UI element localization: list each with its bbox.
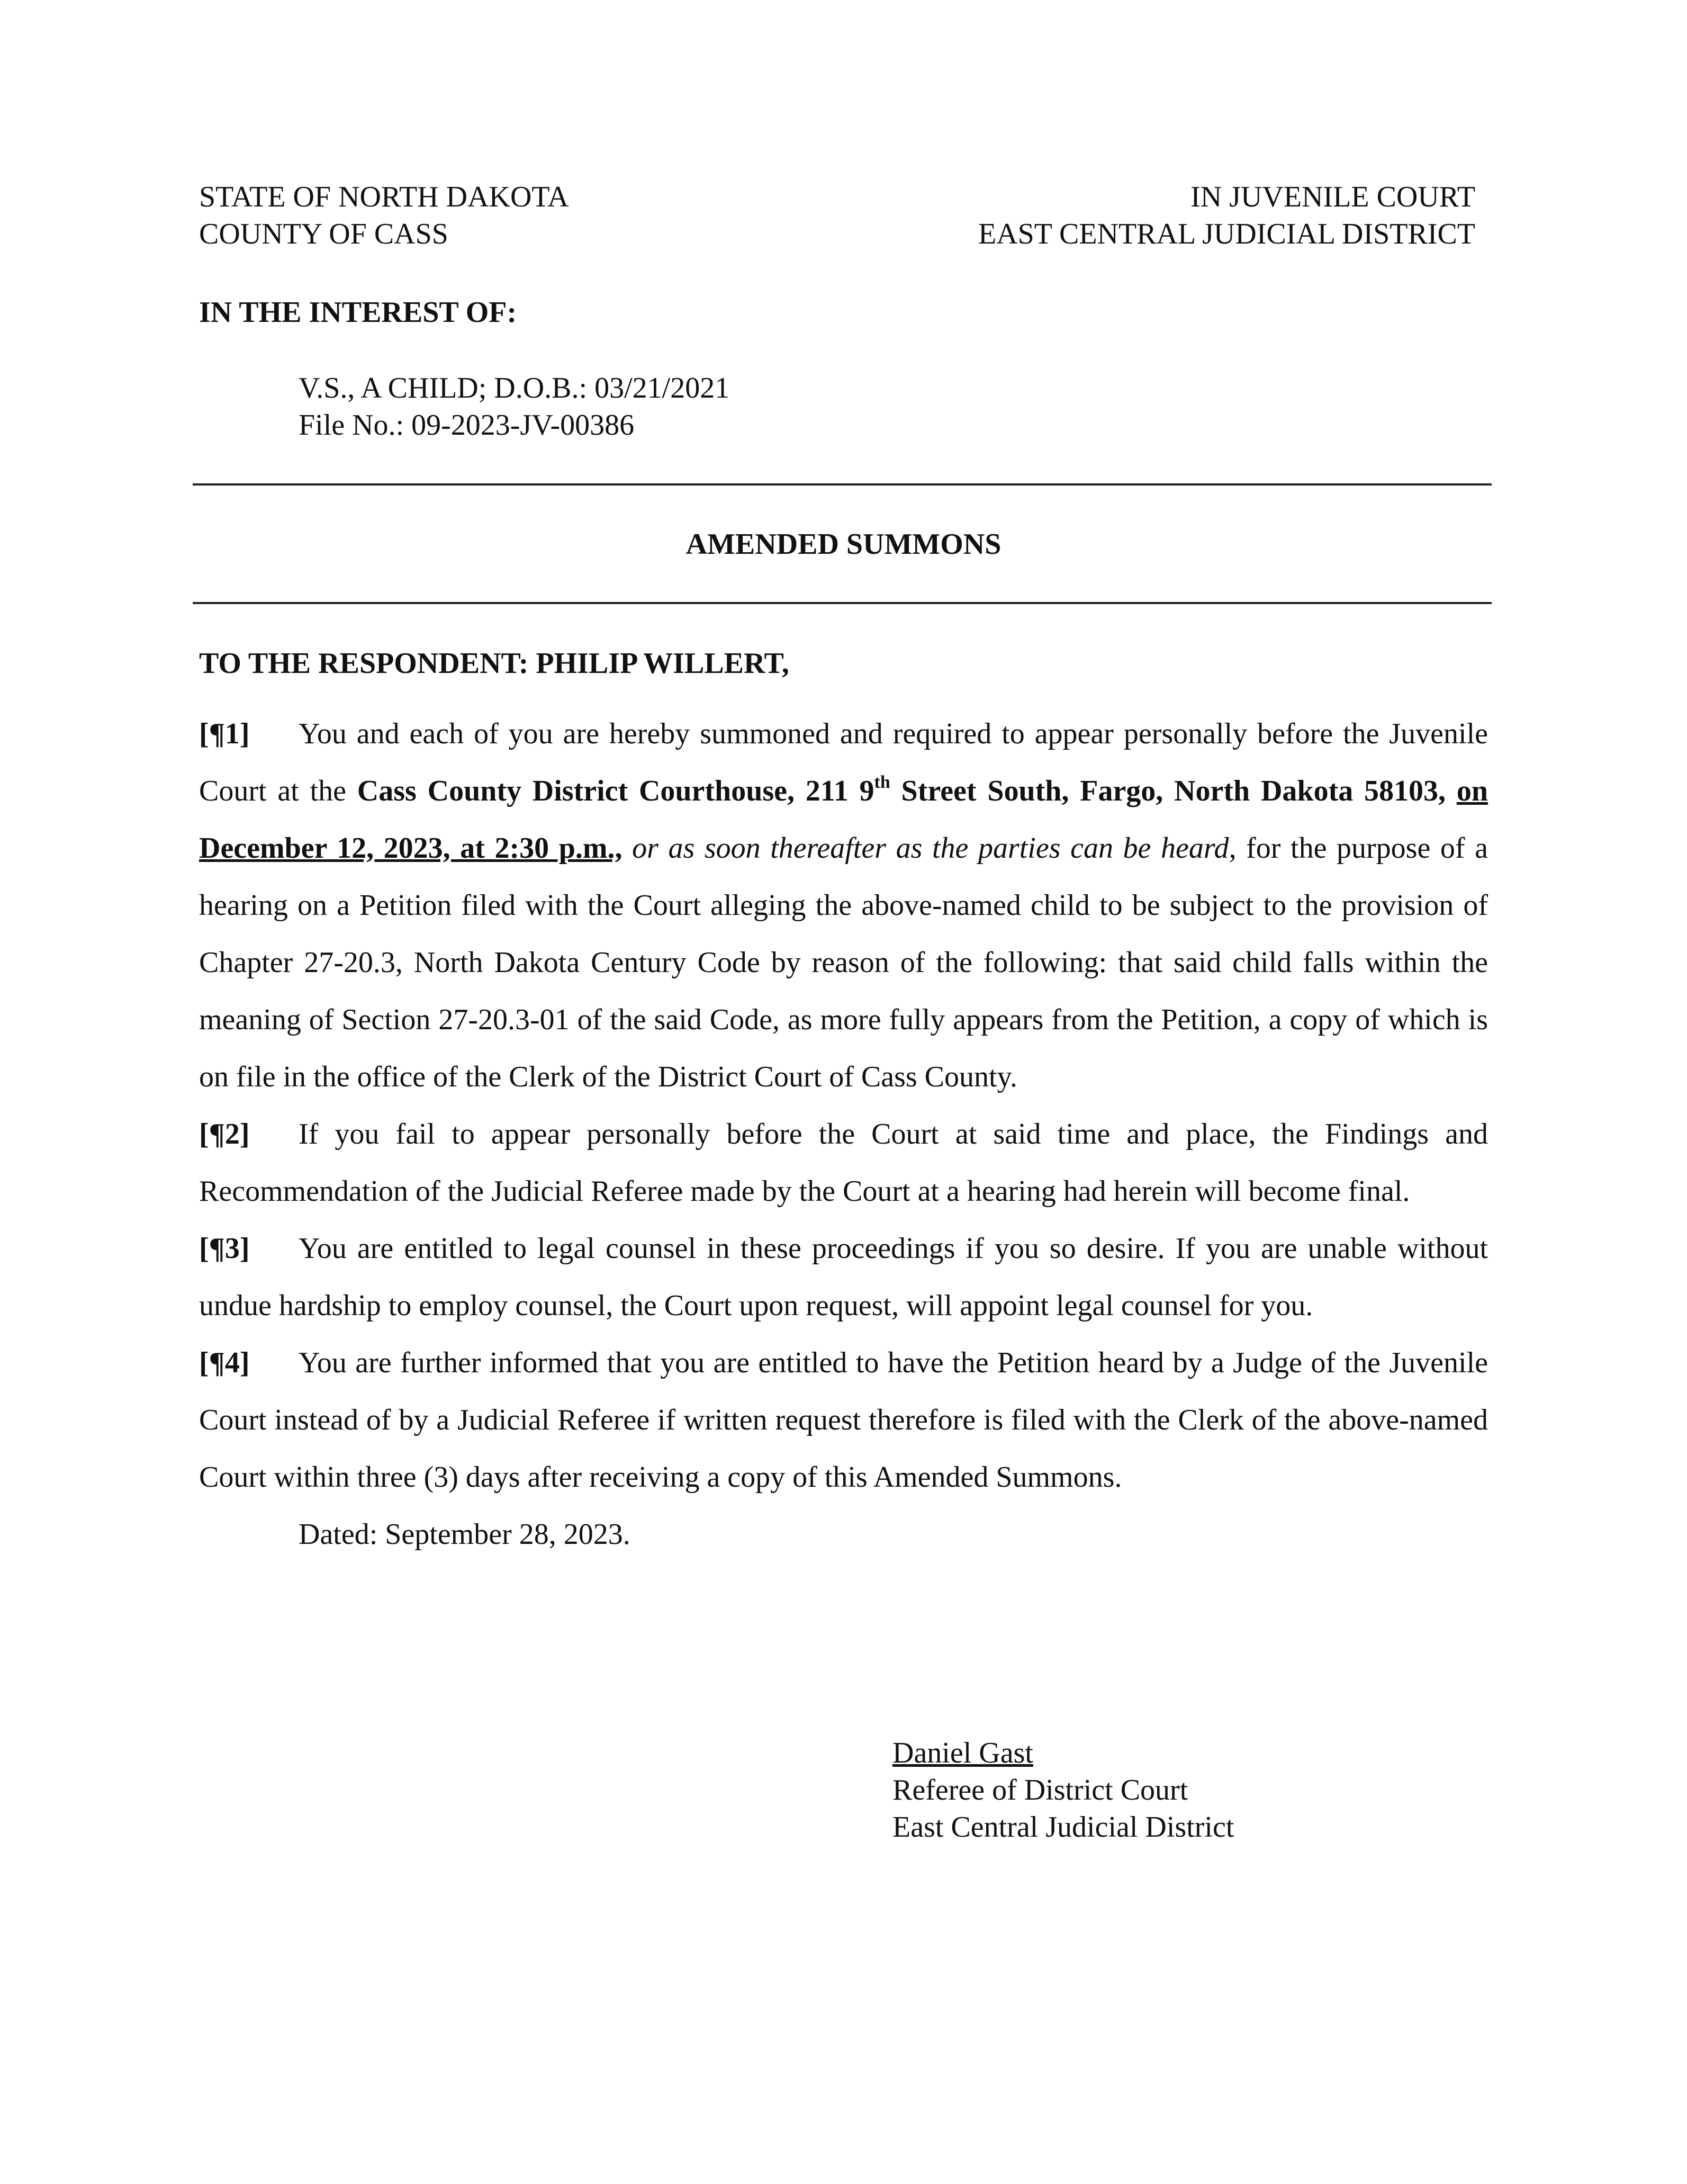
paragraph-4 bbox=[199, 1334, 1488, 1506]
dated-line: Dated: September 28, 2023. bbox=[299, 1518, 630, 1551]
ordinal-suffix: th bbox=[874, 772, 890, 792]
space bbox=[623, 832, 633, 865]
hearing-datetime: on December 12, 2023, at 2:30 p.m., bbox=[199, 775, 1488, 865]
caption-county: COUNTY OF CASS bbox=[199, 218, 448, 250]
signature-title: Referee of District Court bbox=[892, 1774, 1188, 1806]
paragraph-1 bbox=[199, 705, 1488, 1106]
paragraph-4-mark: [¶4] bbox=[199, 1346, 250, 1379]
bottom-rule bbox=[193, 602, 1492, 604]
summons-body bbox=[199, 705, 1488, 1563]
paragraph-2-mark: [¶2] bbox=[199, 1118, 250, 1151]
paragraph-2-text: If you fail to appear personally before the Court at said time and place, the Findings and Recommendation of the Judicial Referee made by the Court at a hearing had herein will become final. bbox=[199, 1118, 1488, 1208]
paragraph-3-text: You are entitled to legal counsel in these proceedings if you so desire. If you are unable without undue hardship to employ counsel, the Court upon request, will appoint legal counsel for you. bbox=[199, 1232, 1488, 1322]
signature-district: East Central Judicial District bbox=[892, 1811, 1234, 1844]
signature-name: Daniel Gast bbox=[892, 1737, 1033, 1769]
respondent-heading: TO THE RESPONDENT: PHILIP WILLERT, bbox=[199, 647, 789, 680]
document-title: AMENDED SUMMONS bbox=[685, 528, 1002, 561]
caption-state: STATE OF NORTH DAKOTA bbox=[199, 181, 569, 213]
caption-court: IN JUVENILE COURT bbox=[1190, 181, 1475, 213]
paragraph-2 bbox=[199, 1106, 1488, 1220]
paragraph-1-mark: [¶1] bbox=[199, 717, 250, 750]
courthouse-address-a: Cass County District Courthouse, 211 9 bbox=[357, 775, 874, 807]
paragraph-1-text-a: You and each of you are hereby summoned and required to appear personally before the Juvenile Court at the bbox=[199, 717, 1488, 807]
paragraph-3-mark: [¶3] bbox=[199, 1232, 250, 1265]
caption-district: EAST CENTRAL JUDICIAL DISTRICT bbox=[978, 218, 1475, 250]
interest-heading: IN THE INTEREST OF: bbox=[199, 296, 517, 329]
file-number: File No.: 09-2023-JV-00386 bbox=[299, 409, 635, 442]
paragraph-1-text-b: , for the purpose of a hearing on a Petition filed with the Court alleging the above-named child to be subject to the provision of Chapter 27-20.3, North Dakota Century Code by reason of the following: that said child falls within the meaning of Section 27-20.3-01 of the said Code, as more fully appears from the Petition, a copy of which is on file in the office of the Clerk of the District Court of Cass County. bbox=[199, 832, 1488, 1093]
paragraph-4-text: You are further informed that you are entitled to have the Petition heard by a Judge of the Juvenile Court instead of by a Judicial Referee if written request therefore is filed with the Clerk of the above-named Court within three (3) days after receiving a copy of this Amended Summons. bbox=[199, 1346, 1488, 1494]
child-line: V.S., A CHILD; D.O.B.: 03/21/2021 bbox=[299, 372, 730, 405]
courthouse-address-b: Street South, Fargo, North Dakota 58103, bbox=[890, 775, 1457, 807]
paragraph-3 bbox=[199, 1220, 1488, 1334]
heard-clause: or as soon thereafter as the parties can be heard bbox=[632, 832, 1229, 865]
top-rule bbox=[193, 483, 1492, 486]
